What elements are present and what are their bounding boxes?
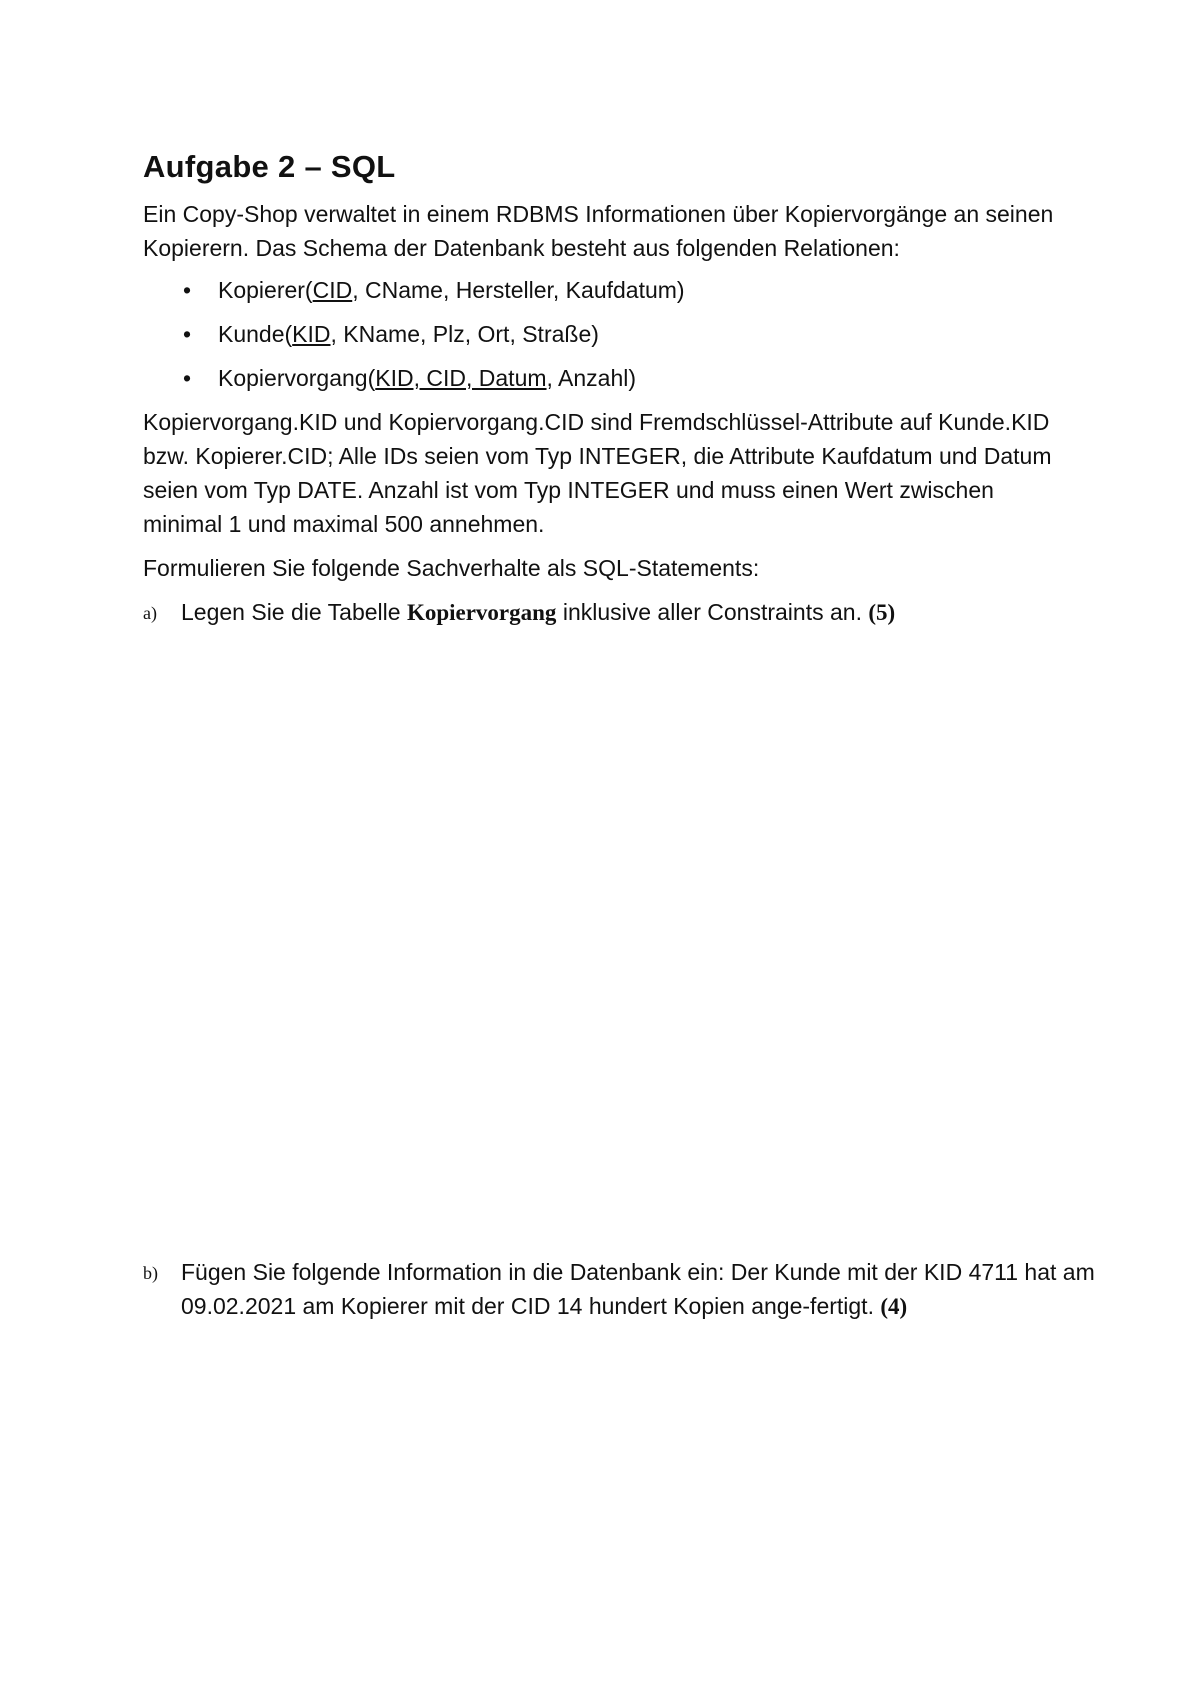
relation-item-kunde	[143, 317, 1073, 351]
relation-primary-key: KID, CID, Datum	[375, 365, 547, 391]
task-b-text: Fügen Sie folgende Information in die Datenbank ein: Der Kunde mit der KID 4711 hat am 09.02.2021 am Kopierer mit der CID 14 hundert Kopien ange-fertigt.	[181, 1259, 1095, 1319]
task-b	[143, 1255, 1111, 1324]
exercise-title: Aufgabe 2 – SQL	[143, 149, 396, 184]
task-a-points: (5)	[868, 600, 896, 625]
intro-paragraph: Ein Copy-Shop verwaltet in einem RDBMS Informationen über Kopiervorgänge an seinen Kopierern. Das Schema der Datenbank besteht aus folgenden Relationen:	[143, 201, 1054, 261]
relation-name: Kunde(	[218, 321, 293, 347]
relation-name: Kopiervorgang(	[218, 365, 376, 391]
document-content	[143, 145, 1073, 630]
task-a-text-after: inklusive aller Constraints an.	[556, 599, 869, 625]
foreign-key-paragraph: Kopiervorgang.KID und Kopiervorgang.CID sind Fremdschlüssel-Attribute auf Kunde.KID bzw. Kopierer.CID; Alle IDs seien vom Typ INTEGER, die Attribute Kaufdatum und Datum seien vom Typ DATE. Anzahl ist vom Typ INTEGER und muss einen Wert zwischen minimal 1 und maximal 500 annehmen.	[143, 409, 1052, 537]
relation-item-kopiervorgang	[143, 361, 1073, 395]
relation-primary-key: CID	[312, 277, 353, 303]
task-a	[143, 595, 1073, 630]
relation-attributes: , KName, Plz, Ort, Straße)	[330, 321, 599, 347]
relation-attributes: , CName, Hersteller, Kaufdatum)	[352, 277, 685, 303]
task-b-points: (4)	[880, 1294, 908, 1319]
bullet-icon: •	[183, 277, 192, 303]
task-b-letter: b)	[143, 1263, 158, 1283]
task-a-table-name: Kopiervorgang	[406, 600, 557, 625]
task-a-letter: a)	[143, 603, 157, 623]
relation-item-kopierer	[143, 273, 1073, 307]
task-a-text-before: Legen Sie die Tabelle	[181, 599, 407, 625]
relations-list	[143, 273, 1073, 395]
bullet-icon: •	[183, 321, 192, 347]
task-intro: Formulieren Sie folgende Sachverhalte als SQL-Statements:	[143, 555, 760, 581]
bullet-icon: •	[183, 365, 192, 391]
relation-primary-key: KID	[292, 321, 331, 347]
relation-attributes: , Anzahl)	[546, 365, 637, 391]
relation-name: Kopierer(	[218, 277, 313, 303]
